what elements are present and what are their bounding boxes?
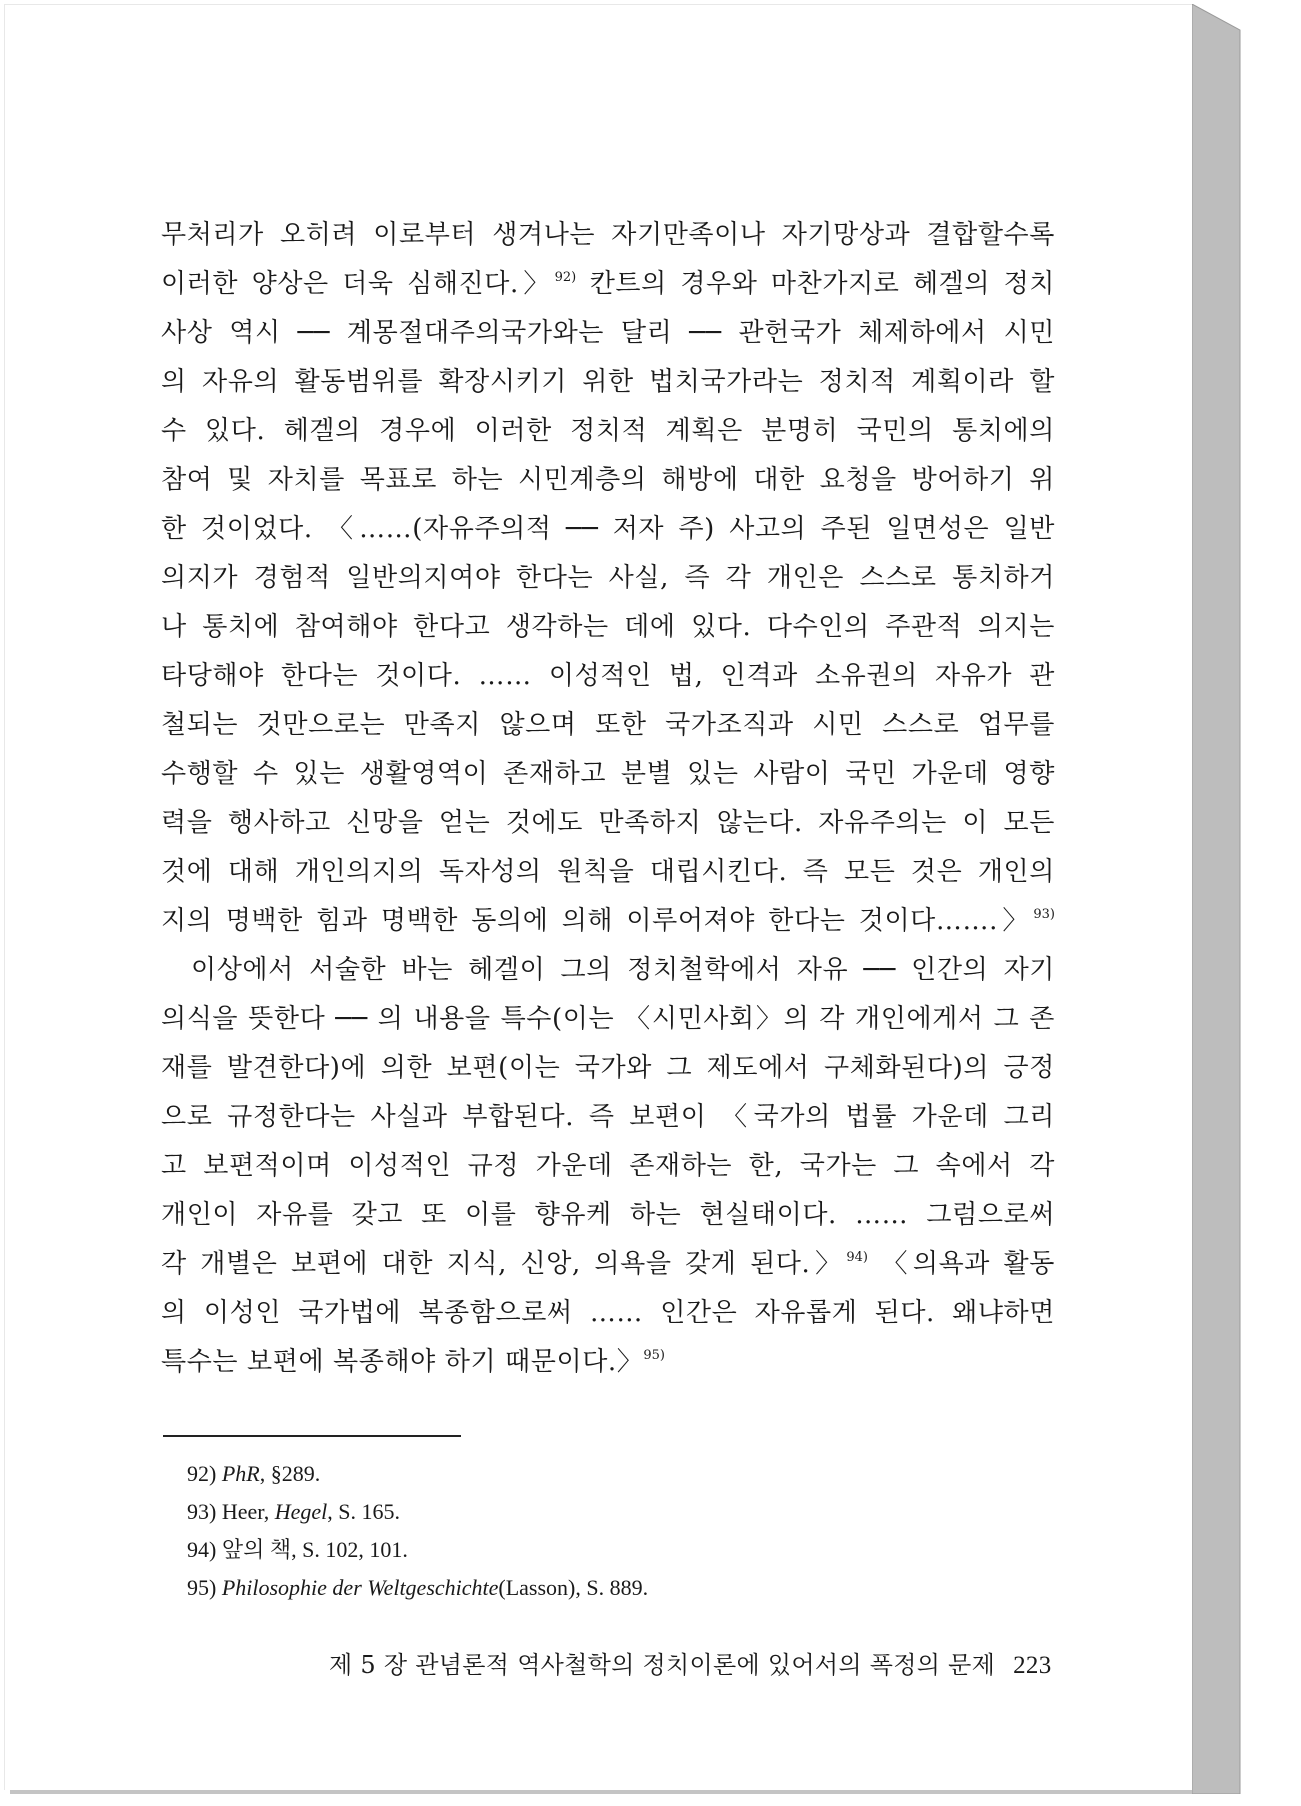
paragraph-start-line: 이상에서 서술한 바는 헤겔이 그의 정치철학에서 자유 ── 인간의 자기 (191, 955, 1055, 985)
page-edge (1192, 4, 1252, 1794)
footnote-divider (163, 1435, 461, 1437)
footnotes (187, 1455, 648, 1607)
chapter-title: 제 5 장 관념론적 역사철학의 정치이론에 있어서의 폭정의 문제 (329, 1651, 996, 1679)
text-line: 으로 규정한다는 사실과 부합된다. 즉 보편이 〈국가의 법률 가운데 그리 (161, 1102, 1055, 1132)
body-text (161, 211, 1055, 1387)
text-line: 지의 명백한 힘과 명백한 동의에 의해 이루어져야 한다는 것이다…….〉$^{93)}$ (161, 906, 1055, 936)
text-line: 철되는 것만으로는 만족지 않으며 또한 국가조직과 시민 스스로 업무를 (161, 710, 1055, 740)
footnote-ref-94: 94) (846, 1250, 868, 1265)
page-number: 223 (1013, 1652, 1052, 1679)
text-line: 사상 역시 ── 계몽절대주의국가와는 달리 ── 관헌국가 체제하에서 시민 (161, 318, 1055, 348)
text-line: 한 것이었다. 〈……(자유주의적 ── 저자 주) 사고의 주된 일면성은 일반 (161, 514, 1055, 544)
text-line: 개인이 자유를 갖고 또 이를 향유케 하는 현실태이다. …… 그럼으로써 (161, 1200, 1055, 1230)
text-line: 의 자유의 활동범위를 확장시키기 위한 법치국가라는 정치적 계획이라 할 (161, 367, 1055, 397)
text-line: 무처리가 오히려 이로부터 생겨나는 자기만족이나 자기망상과 결합할수록 (161, 220, 1055, 250)
footnote-ref-93: 93) (1033, 907, 1055, 922)
footnote-93: 93) Heer, Hegel, S. 165. (187, 1499, 400, 1524)
book-page (4, 4, 1192, 1790)
footnote-95: 95) Philosophie der Weltgeschichte(Lasson), S. 889. (187, 1575, 649, 1600)
text-line: 타당해야 한다는 것이다. …… 이성적인 법, 인격과 소유권의 자유가 관 (161, 661, 1055, 691)
text-line: 이러한 양상은 더욱 심해진다.〉$^{92)}$ 칸트의 경우와 마찬가지로 헤겔의 정치 (161, 269, 1055, 299)
text-line: 참여 및 자치를 목표로 하는 시민계층의 해방에 대한 요청을 방어하기 위 (161, 465, 1055, 495)
text-line: 의 이성인 국가법에 복종함으로써 …… 인간은 자유롭게 된다. 왜냐하면 (161, 1298, 1055, 1328)
text-line: 특수는 보편에 복종해야 하기 때문이다.〉$^{95)}$ (161, 1347, 666, 1377)
text-line: 고 보편적이며 이성적인 규정 가운데 존재하는 한, 국가는 그 속에서 각 (161, 1151, 1055, 1181)
footnote-ref-95: 95) (643, 1348, 666, 1363)
footnote-ref-92: 92) (554, 270, 577, 285)
text-line: 재를 발견한다)에 의한 보편(이는 국가와 그 제도에서 구체화된다)의 긍정 (161, 1053, 1055, 1083)
running-footer (329, 1645, 1052, 1680)
text-line: 수 있다. 헤겔의 경우에 이러한 정치적 계획은 분명히 국민의 통치에의 (161, 416, 1055, 446)
text-line: 의지가 경험적 일반의지여야 한다는 사실, 즉 각 개인은 스스로 통치하거 (161, 563, 1055, 593)
text-line: 수행할 수 있는 생활영역이 존재하고 분별 있는 사람이 국민 가운데 영향 (161, 759, 1055, 789)
text-line: 력을 행사하고 신망을 얻는 것에도 만족하지 않는다. 자유주의는 이 모든 (161, 808, 1055, 838)
text-line: 각 개별은 보편에 대한 지식, 신앙, 의욕을 갖게 된다.〉$^{94)}$ 〈의욕과 활동 (161, 1249, 1055, 1279)
footnote-92: 92) PhR, §289. (187, 1461, 321, 1486)
footnote-94: 94) 앞의 책, S. 102, 101. (187, 1537, 408, 1562)
text-line: 의식을 뜻한다 ── 의 내용을 특수(이는 〈시민사회〉의 각 개인에게서 그 존 (161, 1004, 1055, 1034)
text-line: 나 통치에 참여해야 한다고 생각하는 데에 있다. 다수인의 주관적 의지는 (161, 612, 1055, 642)
text-line: 것에 대해 개인의지의 독자성의 원칙을 대립시킨다. 즉 모든 것은 개인의 (161, 857, 1055, 887)
